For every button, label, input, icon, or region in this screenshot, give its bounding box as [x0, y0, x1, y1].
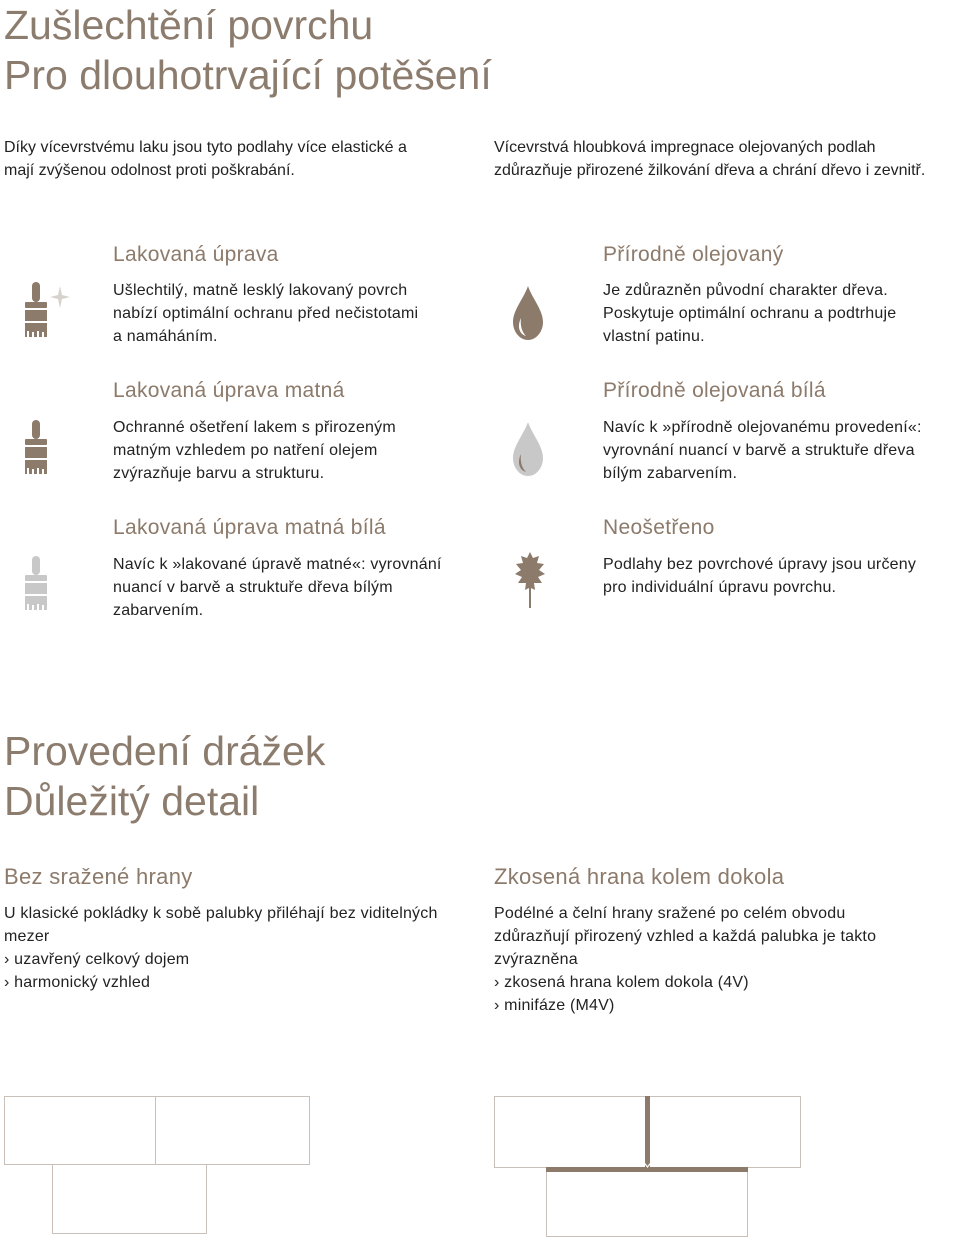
intro-left-line: Díky vícevrstvému laku jsou tyto podlahy více elastické a — [4, 139, 407, 156]
intro-left — [4, 136, 474, 182]
intro-right-line: zdůrazňuje přirozené žilkování dřeva a chrání dřevo i zevnitř. — [494, 162, 926, 179]
finish-title-untreated: Neošetřeno — [603, 516, 715, 539]
title-line-2: Pro dlouhotrvající potěšení — [4, 52, 492, 98]
title-line-1: Zušlechtění povrchu — [4, 2, 374, 48]
edge-desc-no-bevel: U klasické pokládky k sobě palubky přiléhají bez viditelných mezer › uzavřený celkový dojem › harmonický vzhled — [4, 905, 438, 991]
finish-title-lacquer: Lakovaná úprava — [113, 243, 279, 266]
intro-right — [494, 136, 960, 182]
edge-desc-bevel: Podélné a čelní hrany sražené po celém obvodu zdůrazňují přirozený vzhled a každá palubka je takto zvýrazněna › zkosená hrana kolem dokola (4V) › minifáze (M4V) — [494, 905, 877, 1014]
finish-title-natural-oil: Přírodně olejovaný — [603, 243, 784, 266]
finish-title-lacquer-matt-white: Lakovaná úprava matná bílá — [113, 516, 386, 539]
title-line-1: Provedení drážek — [4, 728, 326, 774]
edge-title-no-bevel: Bez sražené hrany — [4, 864, 193, 889]
title-line-2: Důležitý detail — [4, 778, 260, 824]
board-diagram-bevel — [494, 1096, 954, 1236]
bevel-boards-svg — [494, 1096, 804, 1238]
intro-right-line: Vícevrstvá hloubková impregnace olejovaných podlah — [494, 139, 876, 156]
oil-drop-icon — [510, 286, 546, 342]
oil-drop-white-icon — [510, 422, 546, 478]
floor-board — [155, 1096, 310, 1165]
brush-icon — [20, 420, 60, 478]
finish-desc-lacquer-matt: Ochranné ošetření lakem s přirozeným matným vzhledem po natření olejem zvýrazňuje barvu a strukturu. — [113, 419, 396, 482]
finish-desc-lacquer: Ušlechtilý, matně lesklý lakovaný povrch nabízí optimální ochranu před nečistotami a namáháním. — [113, 282, 419, 345]
finish-title-natural-oil-white: Přírodně olejovaná bílá — [603, 379, 826, 402]
finish-desc-lacquer-matt-white: Navíc k »lakované úpravě matné«: vyrovnání nuancí v barvě a struktuře dřeva bílým zabarvením. — [113, 556, 442, 619]
finish-desc-natural-oil: Je zdůrazněn původní charakter dřeva. Poskytuje optimální ochranu a podtrhuje vlastní patinu. — [603, 282, 897, 345]
section-title — [4, 726, 325, 826]
brush-white-icon — [20, 556, 60, 614]
oak-leaf-icon — [512, 550, 548, 610]
board-diagram-no-bevel — [4, 1096, 464, 1236]
brush-sparkle-icon — [20, 282, 74, 342]
edge-title-bevel: Zkosená hrana kolem dokola — [494, 864, 785, 889]
finish-desc-natural-oil-white: Navíc k »přírodně olejovanému provedení«: vyrovnání nuancí v barvě a struktuře dřeva bílým zabarvením. — [603, 419, 922, 482]
section-title — [4, 0, 492, 100]
floor-board — [52, 1164, 207, 1234]
intro-left-line: mají zvýšenou odolnost proti poškrabání. — [4, 162, 295, 179]
floor-board — [4, 1096, 156, 1165]
finish-desc-untreated: Podlahy bez povrchové úpravy jsou určeny pro individuální úpravu povrchu. — [603, 556, 917, 596]
finish-title-lacquer-matt: Lakovaná úprava matná — [113, 379, 345, 402]
